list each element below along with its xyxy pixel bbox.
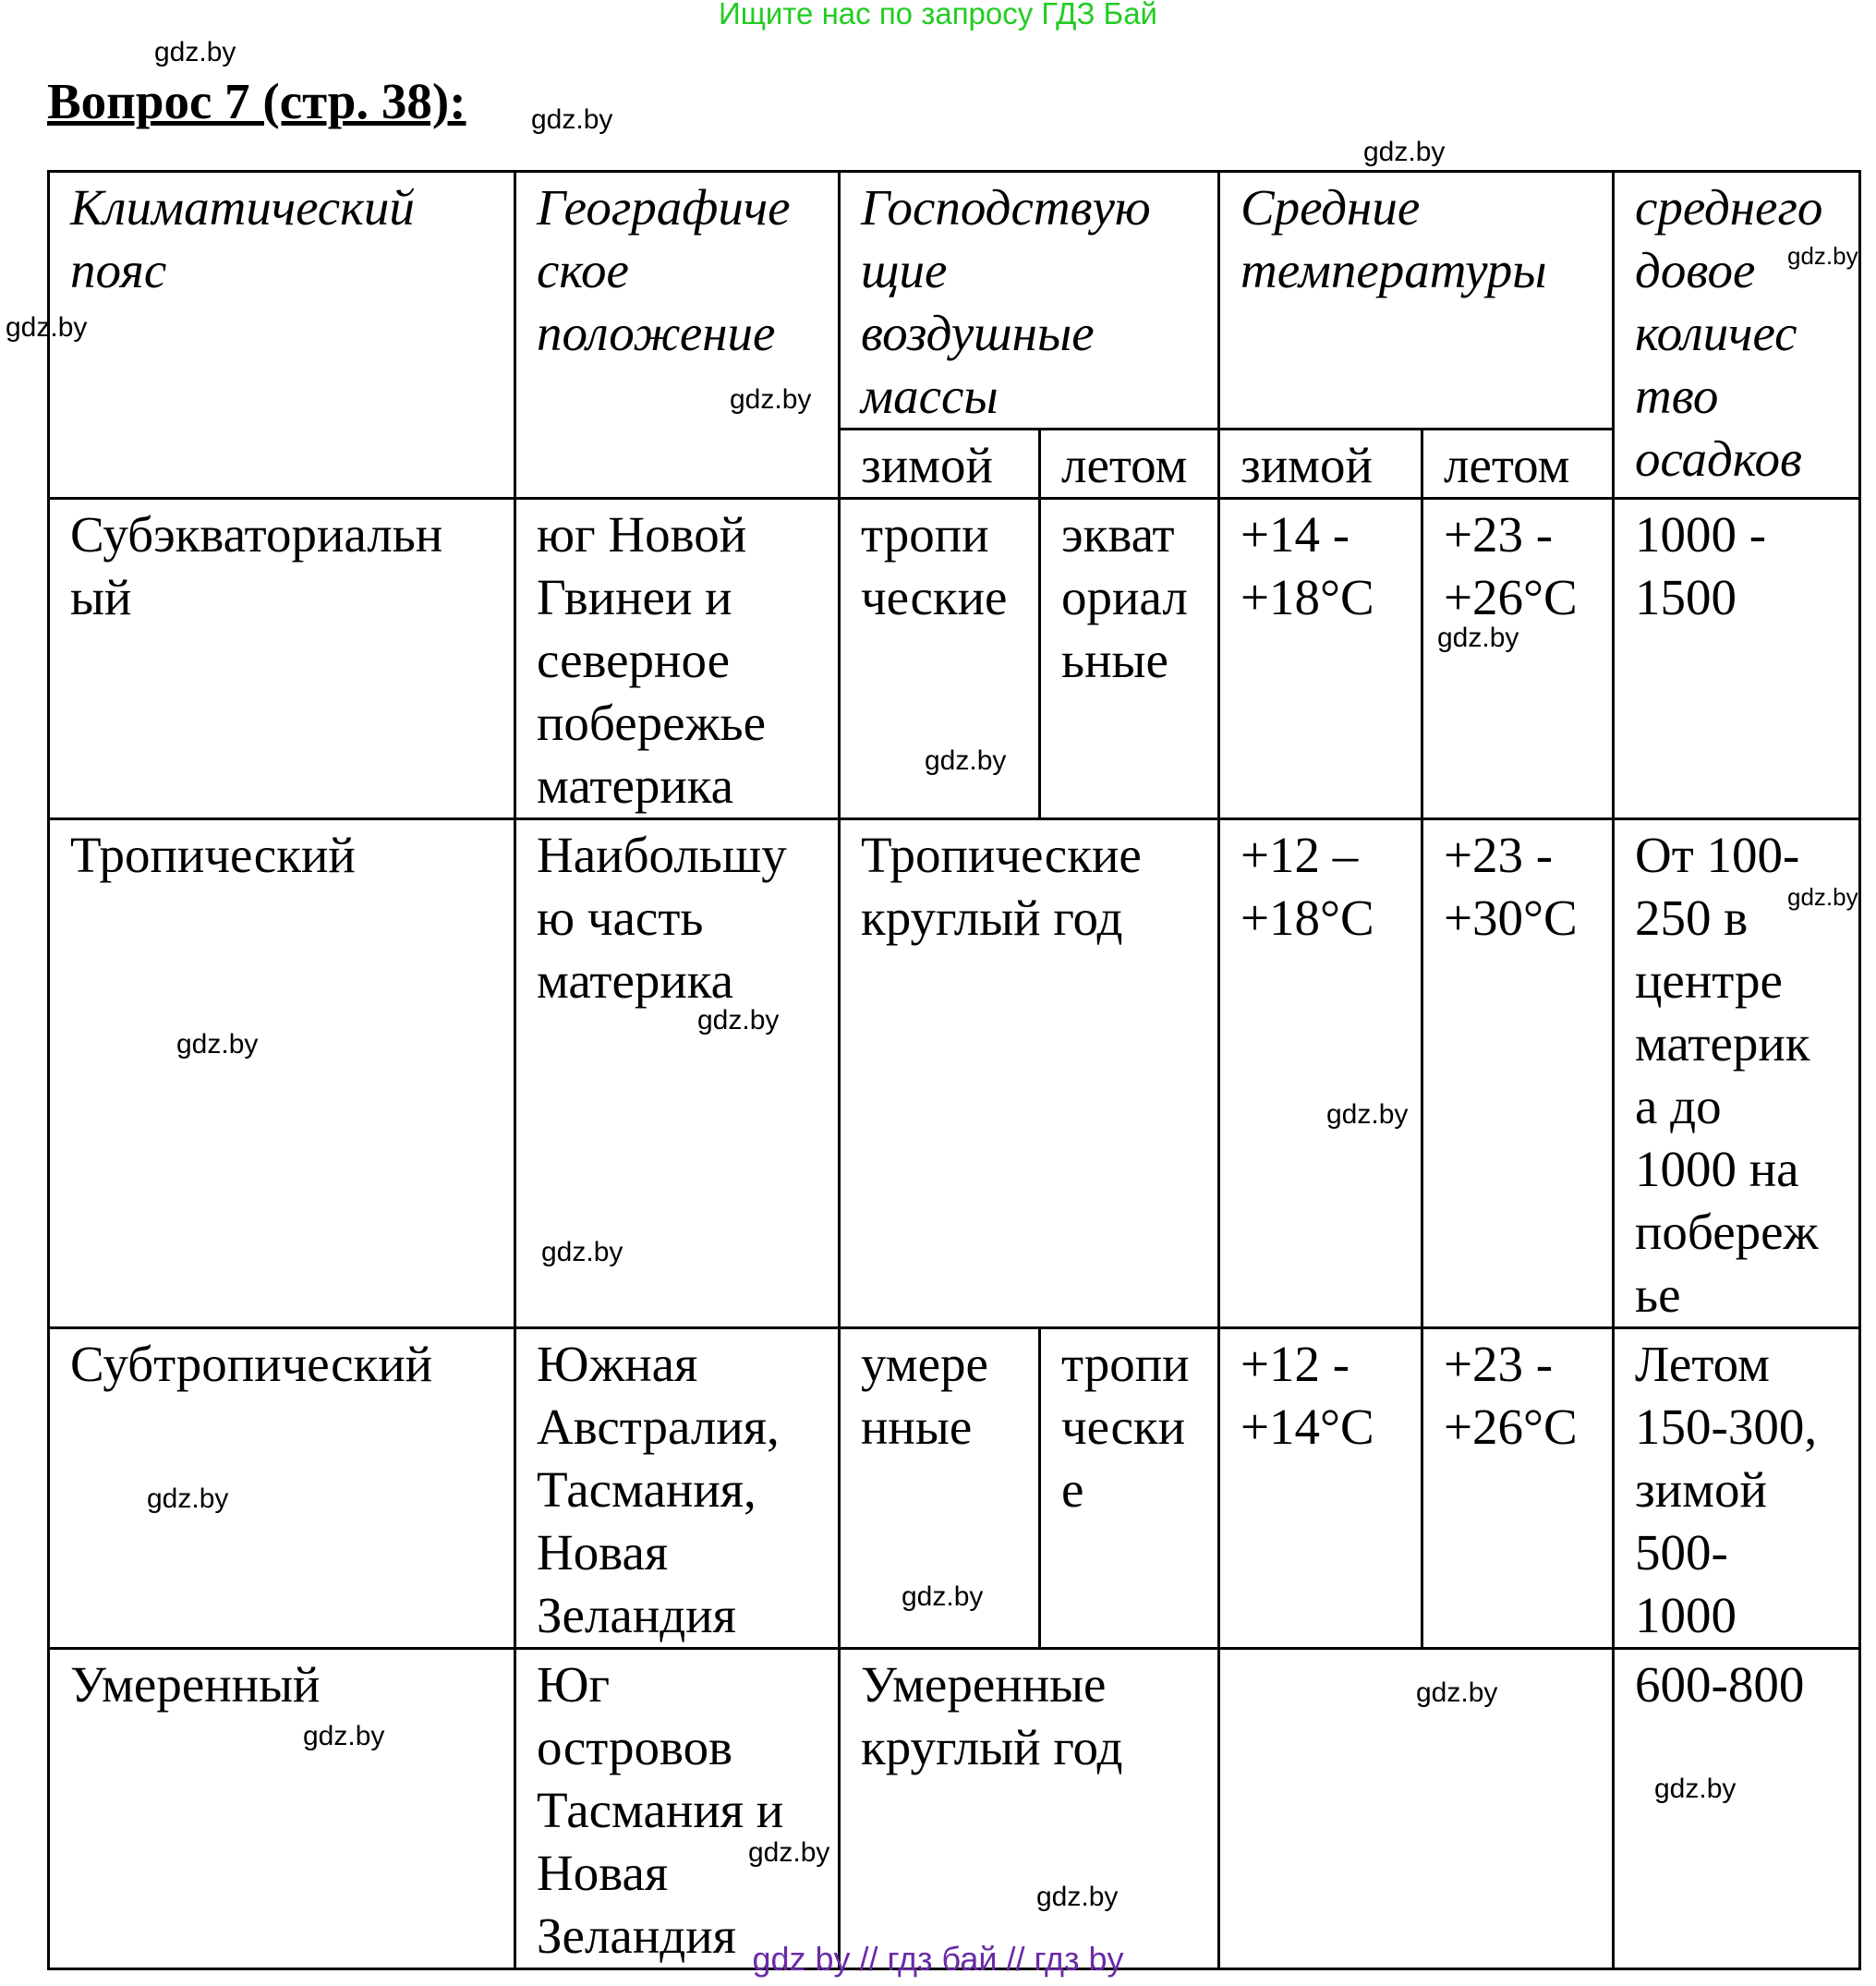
header-zone: Климатический пояс [49, 172, 515, 499]
table-row [49, 1649, 1860, 1969]
cell-precipitation: 1000 - 1500 [1614, 499, 1860, 819]
cell-air: Умеренные круглый год [840, 1649, 1219, 1969]
watermark: gdz.by [531, 104, 613, 135]
cell-precipitation: От 100- 250 в центре материк а до 1000 на побереж ье [1614, 819, 1860, 1328]
cell-air-summer: экват ориал ьные [1040, 499, 1219, 819]
subheader-temp-winter: зимой [1219, 430, 1422, 499]
watermark: gdz.by [748, 1837, 830, 1868]
cell-air-summer: тропи чески е [1040, 1328, 1219, 1649]
cell-temp-winter: +14 - +18°C [1219, 499, 1422, 819]
watermark: gdz.by [154, 37, 236, 67]
watermark: gdz.by [1654, 1774, 1737, 1804]
cell-temp-winter: +12 - +14°C [1219, 1328, 1422, 1649]
question-title: Вопрос 7 (стр. 38): [47, 73, 466, 129]
cell-precipitation: Летом 150-300, зимой 500- 1000 [1614, 1328, 1860, 1649]
promo-banner[interactable]: Ищите нас по запросу ГДЗ Бай [719, 0, 1157, 30]
cell-location: юг Новой Гвинеи и северное побережье материка [515, 499, 840, 819]
watermark: gdz.by [1326, 1099, 1409, 1130]
watermark: gdz.by [902, 1581, 984, 1612]
header-precipitation: среднего довое количес тво осадков [1614, 172, 1860, 499]
watermark: gdz.by [1787, 242, 1858, 270]
subheader-air-summer: летом [1040, 430, 1219, 499]
watermark: gdz.by [6, 312, 88, 343]
footer-links[interactable]: gdz by // гдз бай // гдз by [752, 1940, 1124, 1978]
cell-temp-summer: +23 - +30°C [1422, 819, 1614, 1328]
cell-zone: Умеренный [49, 1649, 515, 1969]
cell-air-winter: умере нные [840, 1328, 1040, 1649]
watermark: gdz.by [730, 384, 812, 415]
watermark: gdz.by [303, 1721, 385, 1751]
subheader-air-winter: зимой [840, 430, 1040, 499]
watermark: gdz.by [1363, 137, 1446, 167]
watermark: gdz.by [1036, 1882, 1119, 1912]
header-row [49, 172, 1860, 430]
watermark: gdz.by [176, 1029, 259, 1060]
cell-location: Южная Австралия, Тасмания, Новая Зеландия [515, 1328, 840, 1649]
watermark: gdz.by [925, 745, 1007, 776]
cell-zone: Тропический [49, 819, 515, 1328]
cell-temp-winter: +12 – +18°C [1219, 819, 1422, 1328]
watermark: gdz.by [541, 1237, 623, 1267]
header-air-masses: Господствую щие воздушные массы [840, 172, 1219, 430]
watermark: gdz.by [697, 1005, 780, 1035]
subheader-temp-summer: летом [1422, 430, 1614, 499]
cell-precipitation: 600-800 [1614, 1649, 1860, 1969]
cell-zone: Субтропический [49, 1328, 515, 1649]
watermark: gdz.by [1787, 883, 1858, 911]
cell-zone: Субэкваториальн ый [49, 499, 515, 819]
table-row [49, 819, 1860, 1328]
watermark: gdz.by [1437, 623, 1519, 653]
cell-location: Наибольшу ю часть материка [515, 819, 840, 1328]
climate-table [47, 170, 1861, 1970]
cell-temp-summer: +23 - +26°C [1422, 499, 1614, 819]
cell-air-winter: тропи ческие [840, 499, 1040, 819]
cell-air: Тропические круглый год [840, 819, 1219, 1328]
header-temperatures: Средние температуры [1219, 172, 1614, 430]
watermark: gdz.by [147, 1483, 229, 1514]
watermark: gdz.by [1416, 1677, 1498, 1708]
cell-location: Юг островов Тасмания и Новая Зеландия [515, 1649, 840, 1969]
header-location: Географиче ское положение [515, 172, 840, 499]
cell-temp-summer: +23 - +26°C [1422, 1328, 1614, 1649]
